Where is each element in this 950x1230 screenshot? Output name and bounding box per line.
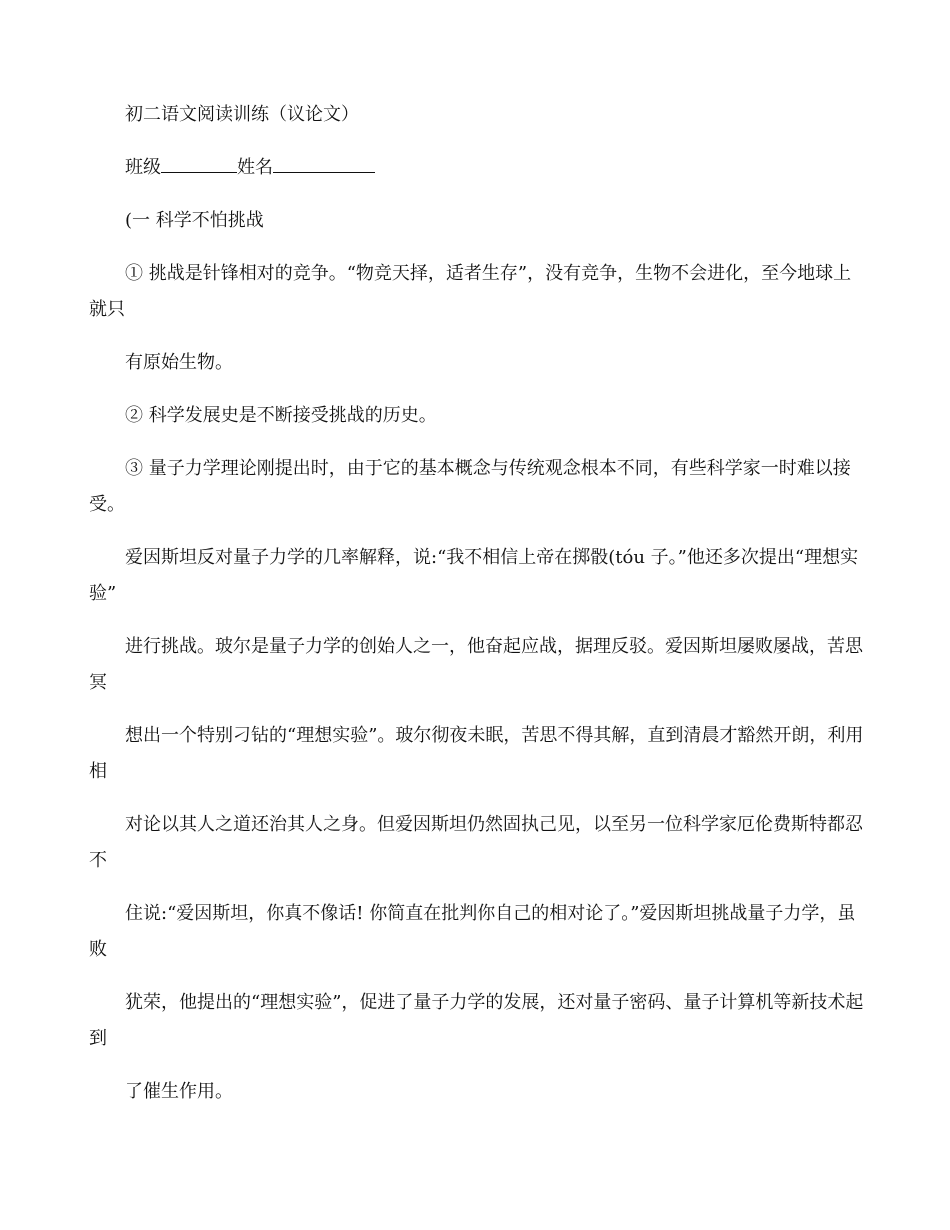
paragraph-8: 对论以其人之道还治其人之身。但爱因斯坦仍然固执己见，以至另一位科学家厄伦费斯特都忍不 bbox=[89, 814, 863, 871]
paragraph-7: 想出一个特别刁钻的“理想实验”。玻尔彻夜未眠，苦思不得其解，直到清晨才豁然开朗，利用相 bbox=[89, 725, 864, 782]
paragraph-9: 住说:“爱因斯坦，你真不像话! 你简直在批判你自己的相对论了。”爱因斯坦挑战量子力学，虽败 bbox=[89, 903, 856, 960]
document-title: 初二语文阅读训练（议论文） bbox=[125, 104, 359, 125]
name-label: 姓名 bbox=[237, 157, 273, 178]
name-blank[interactable] bbox=[273, 150, 375, 173]
paragraph-10: 犹荣，他提出的“理想实验”，促进了量子力学的发展，还对量子密码、量子计算机等新技术起到 bbox=[89, 992, 864, 1049]
paragraph-6: 进行挑战。玻尔是量子力学的创始人之一，他奋起应战，据理反驳。爱因斯坦屡败屡战，苦思冥 bbox=[89, 636, 863, 693]
paragraph-3: ② 科学发展史是不断接受挑战的历史。 bbox=[125, 405, 437, 426]
paragraph-5: 爱因斯坦反对量子力学的几率解释，说:“我不相信上帝在掷骰(tóu 子。”他还多次提出“理想实验” bbox=[89, 547, 859, 604]
paragraph-11: 了催生作用。 bbox=[125, 1081, 233, 1102]
paragraph-1: ① 挑战是针锋相对的竞争。“物竞天择，适者生存”，没有竞争，生物不会进化，至今地球上就只 bbox=[89, 263, 852, 320]
section-heading: (一 科学不怕挑战 bbox=[125, 210, 264, 231]
paragraph-4: ③ 量子力学理论刚提出时，由于它的基本概念与传统观念根本不同，有些科学家一时难以接受。 bbox=[89, 458, 851, 515]
paragraph-2: 有原始生物。 bbox=[125, 352, 233, 373]
class-label: 班级 bbox=[125, 157, 161, 178]
student-info-line bbox=[89, 150, 864, 186]
class-blank[interactable] bbox=[161, 150, 237, 173]
